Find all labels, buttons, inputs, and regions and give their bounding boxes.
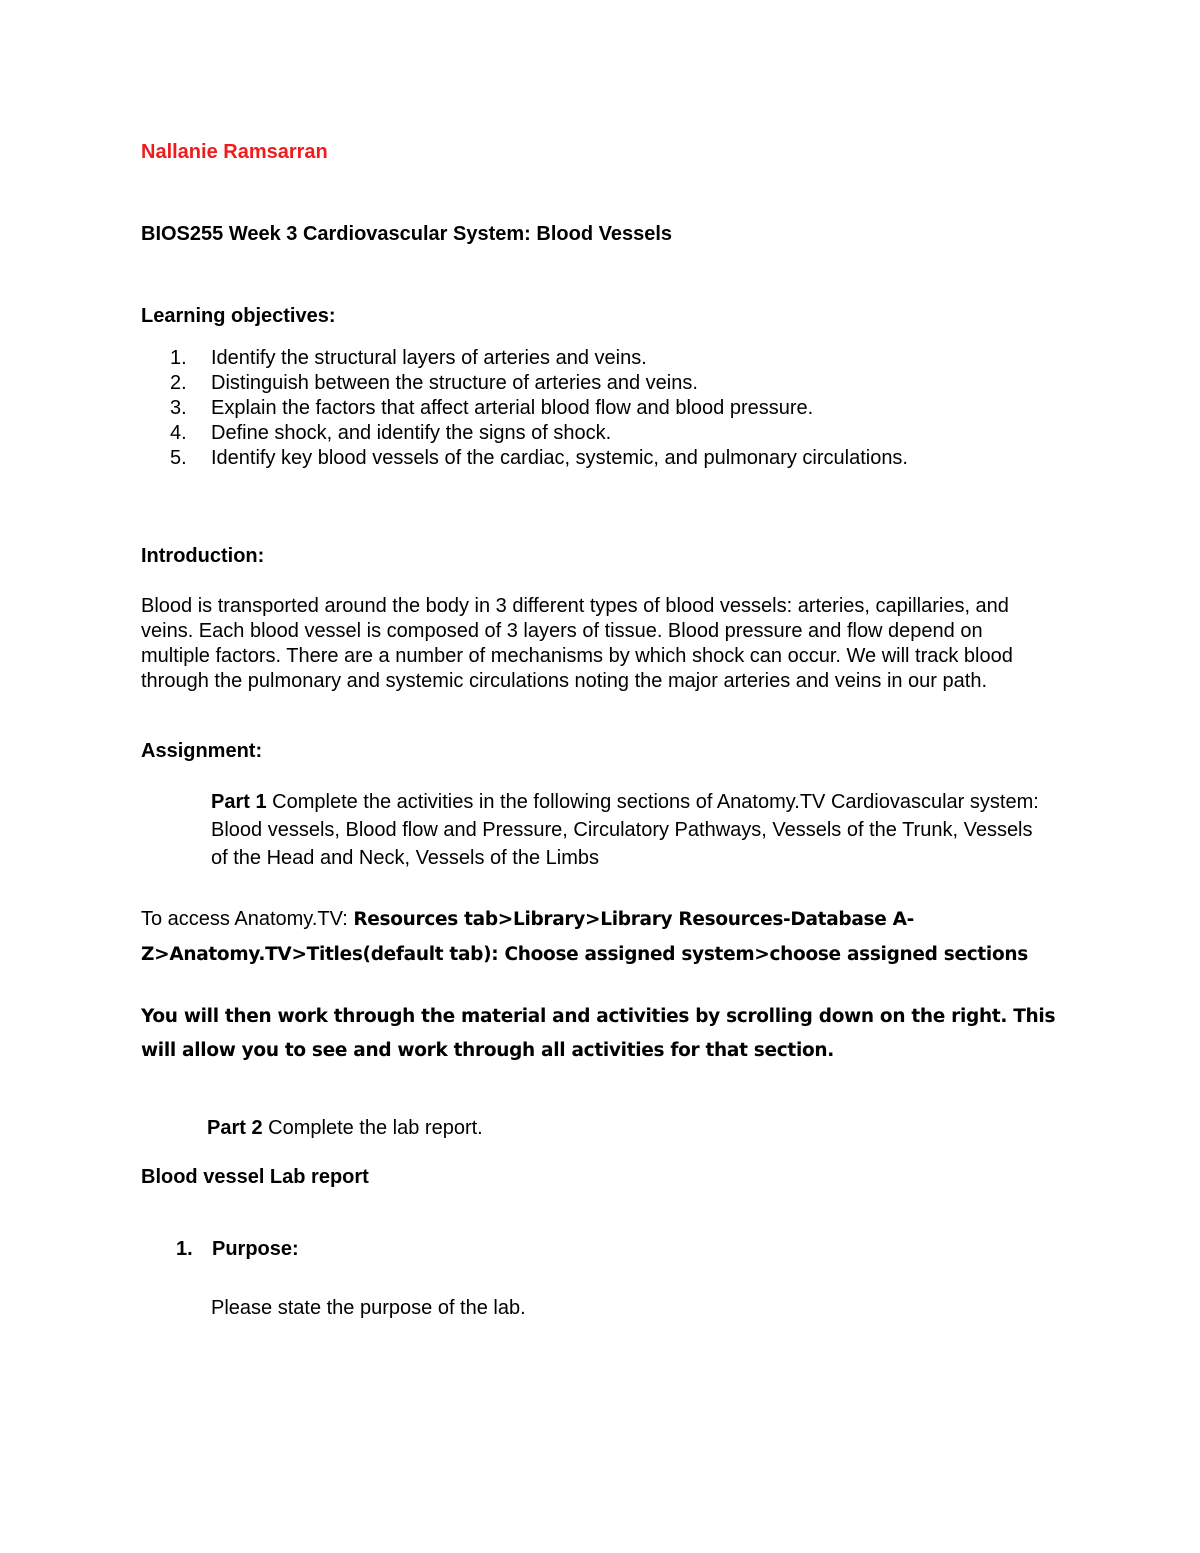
part2-label: Part 2 xyxy=(207,1117,263,1139)
introduction-body: Blood is transported around the body in 3 different types of blood vessels: arteries, capillaries, and veins. Each blood vessel is composed of 3 layers of tissue. Blood pressure and flow depend on multiple factors. There are a number of mechanisms by which shock can occur. We will track blood through the pulmonary and systemic circulations noting the major arteries and veins in our path. xyxy=(141,595,1013,692)
objectives-heading: Learning objectives: xyxy=(141,305,336,327)
objectives-list xyxy=(170,346,908,471)
list-item-number: 2. xyxy=(170,372,187,394)
list-item-number: 1. xyxy=(170,347,187,369)
purpose-prompt: Please state the purpose of the lab. xyxy=(211,1297,526,1319)
lab-report-heading: Blood vessel Lab report xyxy=(141,1166,369,1188)
document-title: BIOS255 Week 3 Cardiovascular System: Blood Vessels xyxy=(141,223,672,245)
list-item-number: 4. xyxy=(170,422,187,444)
access-path: Resources tab>Library>Library Resources-Database A-Z>Anatomy.TV>Titles(default tab): Choose assigned system>choose assigned sections xyxy=(141,909,1028,965)
list-item xyxy=(170,346,908,371)
list-item-text: Define shock, and identify the signs of shock. xyxy=(211,422,612,444)
part2-text: Complete the lab report. xyxy=(268,1117,483,1139)
list-item-text: Identify key blood vessels of the cardiac, systemic, and pulmonary circulations. xyxy=(211,447,908,469)
list-item-number: 5. xyxy=(170,447,187,469)
purpose-heading xyxy=(176,1238,299,1261)
list-item xyxy=(170,396,908,421)
introduction-heading: Introduction: xyxy=(141,545,265,567)
part2-paragraph xyxy=(207,1117,483,1140)
list-item xyxy=(170,421,908,446)
list-item xyxy=(170,446,908,471)
list-item-text: Identify the structural layers of arteries and veins. xyxy=(211,347,647,369)
assignment-heading: Assignment: xyxy=(141,740,263,762)
part1-label: Part 1 xyxy=(211,791,267,813)
scroll-instructions: You will then work through the material and activities by scrolling down on the right. This will allow you to see and work through all activities for that section. xyxy=(141,1006,1056,1061)
access-lead: To access Anatomy.TV: xyxy=(141,908,354,930)
list-item-number: 3. xyxy=(170,397,187,419)
list-item xyxy=(170,371,908,396)
part1-paragraph xyxy=(211,788,1051,872)
purpose-label: Purpose: xyxy=(212,1238,299,1260)
purpose-number: 1. xyxy=(176,1238,193,1260)
access-instructions xyxy=(141,902,1061,972)
author-name: Nallanie Ramsarran xyxy=(141,141,328,163)
list-item-text: Explain the factors that affect arterial blood flow and blood pressure. xyxy=(211,397,814,419)
part1-text: Complete the activities in the following sections of Anatomy.TV Cardiovascular system: Blood vessels, Blood flow and Pressure, Circulatory Pathways, Vessels of the Trunk, Vessels of the Head and Neck, Vessels of the Limbs xyxy=(211,791,1039,869)
list-item-text: Distinguish between the structure of arteries and veins. xyxy=(211,372,698,394)
